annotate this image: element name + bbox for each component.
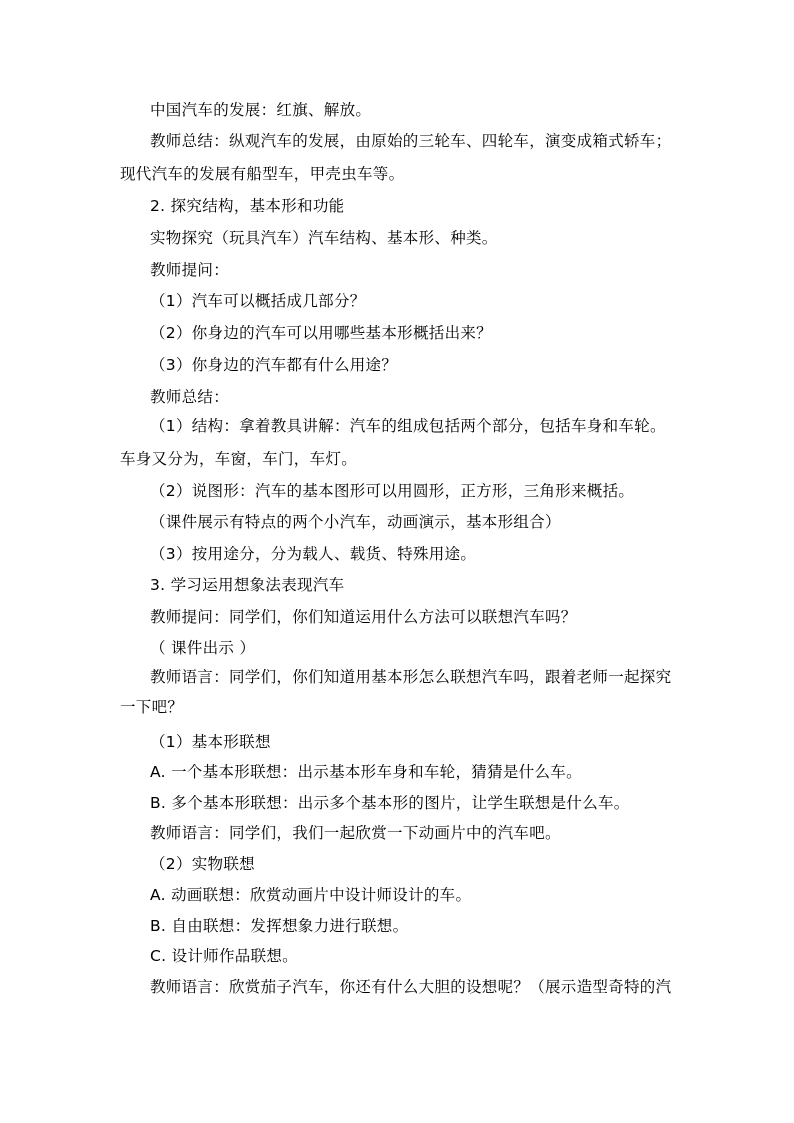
text-line: （2）实物联想: [150, 855, 255, 873]
text-line: （3）你身边的汽车都有什么用途？: [150, 356, 398, 374]
text-line: A. 一个基本形联想：出示基本形车身和车轮，猜猜是什么车。: [150, 763, 582, 781]
text-line: 教师语言：同学们，我们一起欣赏一下动画片中的汽车吧。: [150, 824, 561, 842]
text-line: B. 自由联想：发挥想象力进行联想。: [150, 917, 409, 935]
text-line: 实物探究（玩具汽车）汽车结构、基本形、种类。: [150, 229, 498, 247]
text-line: （1）基本形联想: [150, 733, 271, 751]
text-line: （1）汽车可以概括成几部分？: [150, 292, 366, 310]
section-heading: 3. 学习运用想象法表现汽车: [150, 576, 345, 594]
text-line: （ 课件出示 ）: [150, 639, 256, 657]
text-line: （课件展示有特点的两个小汽车，动画演示，基本形组合）: [150, 513, 561, 531]
text-line: 教师总结：纵观汽车的发展，由原始的三轮车、四轮车，演变成箱式轿车；: [150, 132, 672, 150]
text-line: 教师提问：: [150, 261, 230, 279]
text-line: 教师提问：同学们，你们知道运用什么方法可以联想汽车吗？: [150, 608, 577, 626]
text-line: 现代汽车的发展有船型车，甲壳虫车等。: [120, 165, 405, 183]
text-line: （2）你身边的汽车可以用哪些基本形概括出来？: [150, 324, 492, 342]
section-heading: 2. 探究结构，基本形和功能: [150, 197, 345, 215]
text-line: C. 设计师作品联想。: [150, 947, 298, 965]
text-line: 中国汽车的发展：红旗、解放。: [150, 101, 372, 119]
text-line: 教师语言：同学们，你们知道用基本形怎么联想汽车吗，跟着老师一起探究: [150, 668, 672, 686]
text-line: 一下吧？: [120, 698, 184, 716]
text-line: 车身又分为，车窗，车门，车灯。: [120, 450, 358, 468]
text-line: （2）说图形：汽车的基本图形可以用圆形，正方形，三角形来概括。: [150, 482, 635, 500]
text-line: 教师总结：: [150, 388, 230, 406]
text-line: （1）结构：拿着教具讲解：汽车的组成包括两个部分，包括车身和车轮。: [150, 417, 666, 435]
text-line: B. 多个基本形联想：出示多个基本形的图片，让学生联想是什么车。: [150, 794, 630, 812]
text-line: A. 动画联想：欣赏动画片中设计师设计的车。: [150, 886, 472, 904]
text-line: （3）按用途分，分为载人、载货、特殊用途。: [150, 545, 477, 563]
text-line: 教师语言：欣赏茄子汽车，你还有什么大胆的设想呢？（展示造型奇特的汽: [150, 978, 672, 996]
